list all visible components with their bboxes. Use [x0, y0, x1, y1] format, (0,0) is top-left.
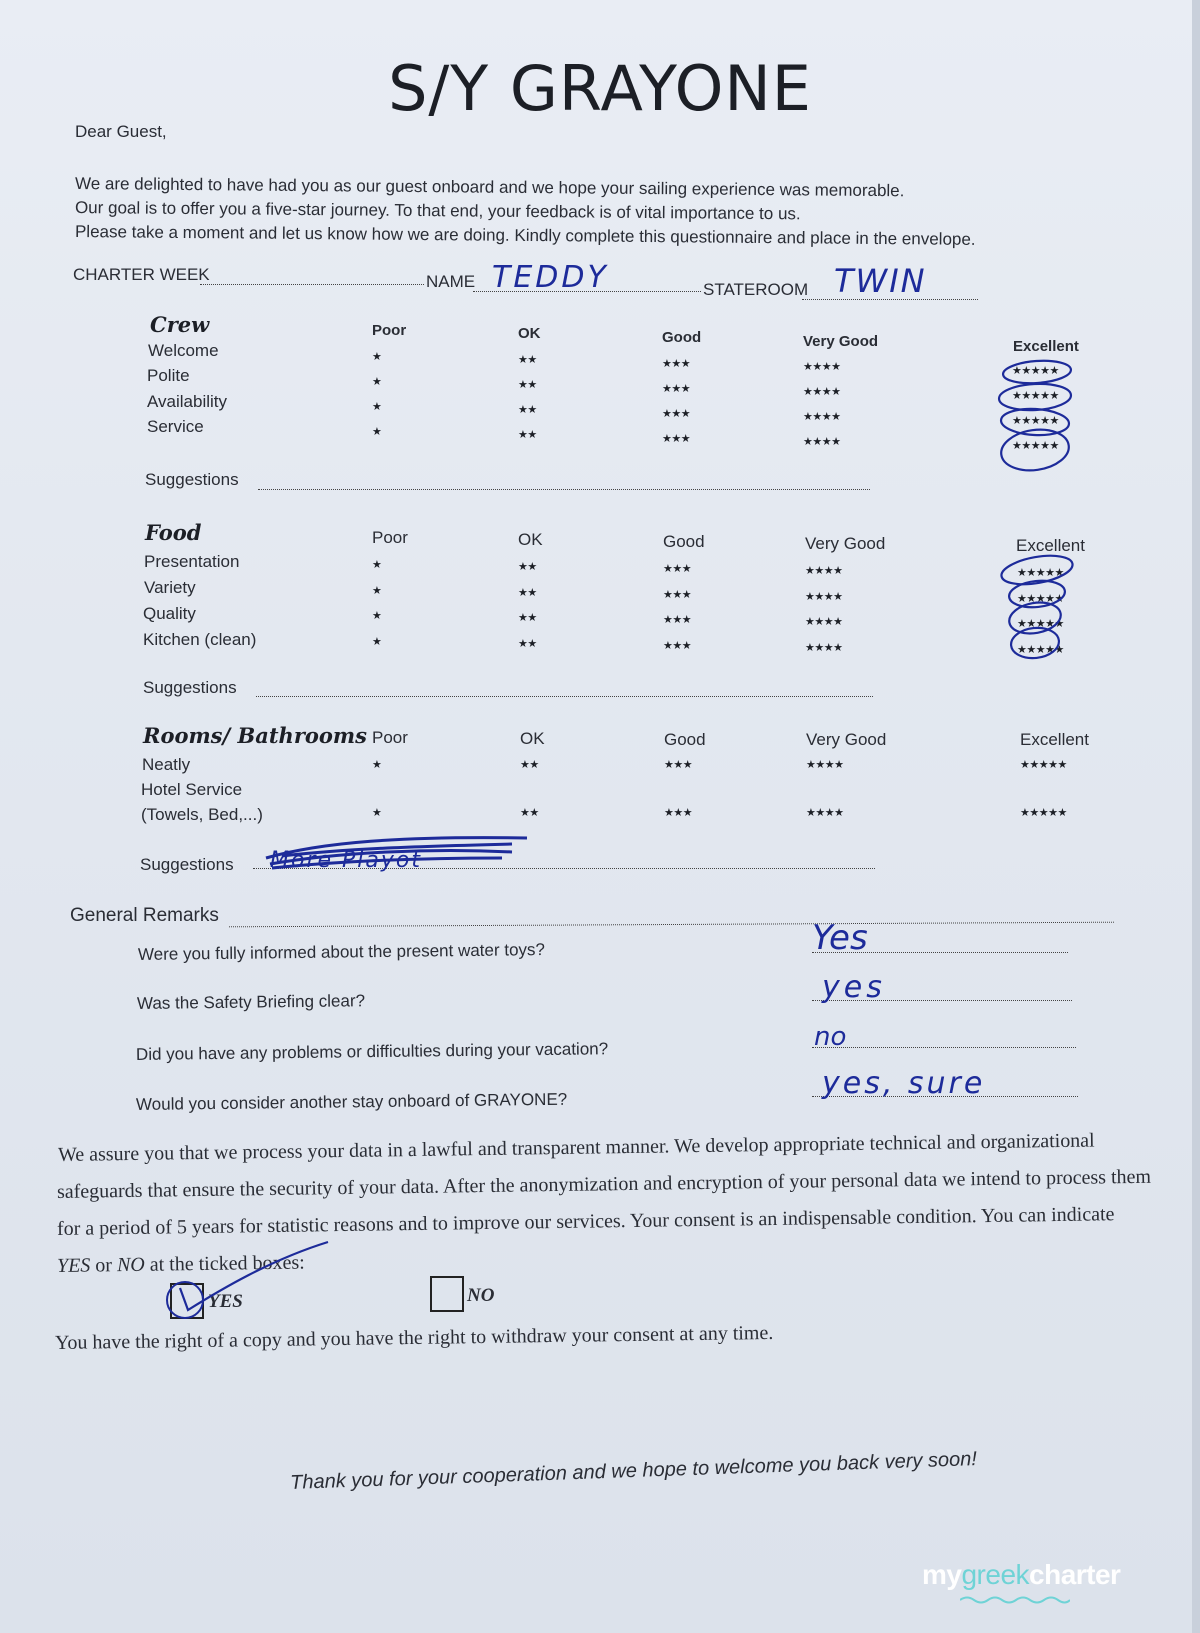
crew-polite-3star[interactable]: ★★★	[662, 383, 691, 395]
food-kitchen-4star[interactable]: ★★★★	[805, 642, 843, 654]
rooms-row-towels-bed: (Towels, Bed,...)	[141, 805, 263, 824]
crew-welcome-5star[interactable]: ★★★★★	[1012, 365, 1059, 377]
food-row-presentation: Presentation	[144, 552, 240, 571]
rooms-neatly-5star[interactable]: ★★★★★	[1020, 759, 1067, 771]
consent-or-word: or	[95, 1254, 113, 1277]
rooms-row-neatly: Neatly	[142, 755, 191, 774]
rooms-col-very-good: Very Good	[806, 730, 887, 749]
rooms-col-excellent: Excellent	[1020, 730, 1089, 749]
rooms-neatly-3star[interactable]: ★★★	[664, 759, 693, 771]
food-kitchen-1star[interactable]: ★	[372, 636, 382, 648]
scribble-strikeout	[262, 828, 532, 878]
rooms-neatly-2star[interactable]: ★★	[520, 759, 539, 771]
answer-problems-field[interactable]	[812, 1047, 1076, 1048]
crew-service-1star[interactable]: ★	[372, 426, 382, 438]
rooms-suggestion-handwritten: More Playot	[270, 848, 422, 873]
rooms-neatly-4star[interactable]: ★★★★	[806, 759, 844, 771]
crew-row-polite: Polite	[147, 366, 190, 385]
question-safety-briefing: Was the Safety Briefing clear?	[136, 991, 366, 1013]
food-col-very-good: Very Good	[805, 534, 886, 553]
crew-row-welcome: Welcome	[148, 341, 219, 360]
food-row-kitchen: Kitchen (clean)	[143, 630, 257, 649]
crew-availability-5star[interactable]: ★★★★★	[1012, 415, 1059, 427]
answer-safety-briefing: yes	[822, 970, 886, 1005]
crew-welcome-2star[interactable]: ★★	[518, 354, 537, 366]
consent-no-checkbox[interactable]	[430, 1276, 464, 1312]
rooms-hotel-2star[interactable]: ★★	[520, 807, 539, 819]
answer-water-toys: Yes	[812, 918, 868, 958]
page-title: S/Y GRAYONE	[388, 52, 812, 125]
food-col-ok: OK	[518, 530, 543, 549]
rooms-hotel-3star[interactable]: ★★★	[664, 807, 693, 819]
intro-line-1: We are delighted to have had you as our guest onboard and we hope your sailing experience was memorable.	[74, 174, 905, 201]
food-suggestions-field[interactable]	[256, 696, 873, 697]
food-variety-1star[interactable]: ★	[372, 585, 382, 597]
crew-excellent-circles	[995, 350, 1085, 480]
food-kitchen-5star[interactable]: ★★★★★	[1017, 644, 1064, 656]
food-kitchen-3star[interactable]: ★★★	[663, 640, 692, 652]
crew-welcome-1star[interactable]: ★	[372, 351, 382, 363]
food-presentation-2star[interactable]: ★★	[518, 561, 537, 573]
name-handwritten: TEDDY	[492, 260, 609, 295]
crew-polite-5star[interactable]: ★★★★★	[1012, 390, 1059, 402]
intro-line-3: Please take a moment and let us know how we are doing. Kindly complete this questionnaire and place in the envelope.	[74, 222, 976, 249]
consent-yes-label: YES	[208, 1291, 243, 1312]
greeting: Dear Guest,	[75, 122, 167, 141]
watermark-logo	[922, 1559, 1120, 1591]
food-row-quality: Quality	[143, 604, 196, 623]
food-quality-3star[interactable]: ★★★	[663, 614, 692, 626]
crew-service-5star[interactable]: ★★★★★	[1012, 440, 1059, 452]
consent-no-label: NO	[467, 1285, 495, 1306]
food-presentation-4star[interactable]: ★★★★	[805, 565, 843, 577]
crew-service-4star[interactable]: ★★★★	[803, 436, 841, 448]
crew-col-good: Good	[662, 329, 702, 346]
intro-line-2: Our goal is to offer you a five-star journey. To that end, your feedback is of vital importance to us.	[74, 198, 801, 224]
food-col-poor: Poor	[372, 528, 408, 547]
rooms-section-title: Rooms/ Bathrooms	[143, 723, 367, 748]
crew-suggestions-field[interactable]	[258, 489, 870, 490]
rooms-col-ok: OK	[520, 729, 545, 748]
food-excellent-circles	[995, 548, 1085, 668]
food-quality-4star[interactable]: ★★★★	[805, 616, 843, 628]
food-presentation-5star[interactable]: ★★★★★	[1017, 567, 1064, 579]
food-variety-3star[interactable]: ★★★	[663, 589, 692, 601]
rooms-col-poor: Poor	[372, 728, 408, 747]
consent-line-3: for a period of 5 years for statistic reasons and to improve our services. Your consent is an indispensable condition. You can indicate	[56, 1203, 1115, 1240]
crew-availability-2star[interactable]: ★★	[518, 404, 537, 416]
consent-no-word: NO	[116, 1253, 145, 1277]
crew-col-poor: Poor	[372, 322, 407, 339]
logo-greek: greek	[961, 1559, 1030, 1590]
question-water-toys: Were you fully informed about the present water toys?	[137, 940, 546, 964]
charter-week-field[interactable]	[200, 284, 424, 285]
thank-you-note: Thank you for your cooperation and we hope to welcome you back very soon!	[289, 1448, 978, 1494]
crew-row-availability: Availability	[147, 392, 228, 411]
logo-charter: charter	[1029, 1559, 1121, 1590]
food-kitchen-2star[interactable]: ★★	[518, 638, 537, 650]
rooms-hotel-5star[interactable]: ★★★★★	[1020, 807, 1067, 819]
crew-polite-2star[interactable]: ★★	[518, 379, 537, 391]
food-variety-4star[interactable]: ★★★★	[805, 591, 843, 603]
consent-line-1: We assure you that we process your data in a lawful and transparent manner. We develop appropriate technical and organizational	[57, 1129, 1095, 1166]
charter-week-label: CHARTER WEEK	[73, 265, 210, 284]
general-remarks-label: General Remarks	[70, 905, 219, 926]
crew-polite-1star[interactable]: ★	[372, 376, 382, 388]
crew-col-ok: OK	[518, 325, 541, 342]
logo-wave	[960, 1595, 1070, 1605]
food-quality-1star[interactable]: ★	[372, 610, 382, 622]
stateroom-handwritten: TWIN	[834, 262, 927, 300]
food-col-excellent: Excellent	[1016, 536, 1085, 555]
answer-problems: no	[814, 1022, 847, 1052]
crew-suggestions-label: Suggestions	[145, 470, 239, 489]
rooms-neatly-1star[interactable]: ★	[372, 759, 382, 771]
food-suggestions-label: Suggestions	[143, 678, 237, 697]
name-label: NAME	[426, 272, 476, 291]
consent-boxes-text: at the ticked boxes:	[149, 1251, 305, 1276]
rooms-row-hotel-service: Hotel Service	[141, 780, 243, 799]
food-presentation-3star[interactable]: ★★★	[663, 563, 692, 575]
food-variety-5star[interactable]: ★★★★★	[1017, 593, 1064, 605]
consent-yes-checkmark	[160, 1238, 335, 1320]
rooms-hotel-4star[interactable]: ★★★★	[806, 807, 844, 819]
stateroom-label: STATEROOM	[703, 280, 809, 299]
crew-welcome-4star[interactable]: ★★★★	[803, 361, 841, 373]
logo-my: my	[922, 1559, 962, 1590]
rooms-col-good: Good	[664, 730, 706, 749]
food-quality-2star[interactable]: ★★	[518, 612, 537, 624]
crew-section-title: Crew	[150, 312, 210, 337]
food-variety-2star[interactable]: ★★	[518, 587, 537, 599]
consent-rights: You have the right of a copy and you have the right to withdraw your consent at any time.	[54, 1321, 774, 1354]
crew-row-service: Service	[147, 417, 204, 436]
food-col-good: Good	[663, 532, 705, 551]
crew-polite-4star[interactable]: ★★★★	[803, 386, 841, 398]
crew-col-very-good: Very Good	[803, 333, 879, 350]
food-quality-5star[interactable]: ★★★★★	[1017, 618, 1064, 630]
crew-service-3star[interactable]: ★★★	[662, 433, 691, 445]
food-row-variety: Variety	[144, 578, 196, 597]
question-problems: Did you have any problems or difficulties during your vacation?	[135, 1039, 609, 1064]
crew-service-2star[interactable]: ★★	[518, 429, 537, 441]
crew-col-excellent: Excellent	[1013, 338, 1079, 355]
rooms-suggestions-label: Suggestions	[140, 855, 234, 874]
food-presentation-1star[interactable]: ★	[372, 559, 382, 571]
crew-availability-3star[interactable]: ★★★	[662, 408, 691, 420]
paper-edge	[1192, 0, 1200, 1633]
crew-welcome-3star[interactable]: ★★★	[662, 358, 691, 370]
food-section-title: Food	[145, 520, 202, 545]
consent-yes-word: YES	[56, 1254, 91, 1277]
answer-another-stay: yes, sure	[822, 1066, 986, 1101]
consent-line-2: safeguards that ensure the security of your data. After the anonymization and encryption of your personal data we intend to process them	[56, 1165, 1152, 1203]
question-another-stay: Would you consider another stay onboard of GRAYONE?	[135, 1089, 568, 1114]
rooms-hotel-1star[interactable]: ★	[372, 807, 382, 819]
crew-availability-4star[interactable]: ★★★★	[803, 411, 841, 423]
crew-availability-1star[interactable]: ★	[372, 401, 382, 413]
